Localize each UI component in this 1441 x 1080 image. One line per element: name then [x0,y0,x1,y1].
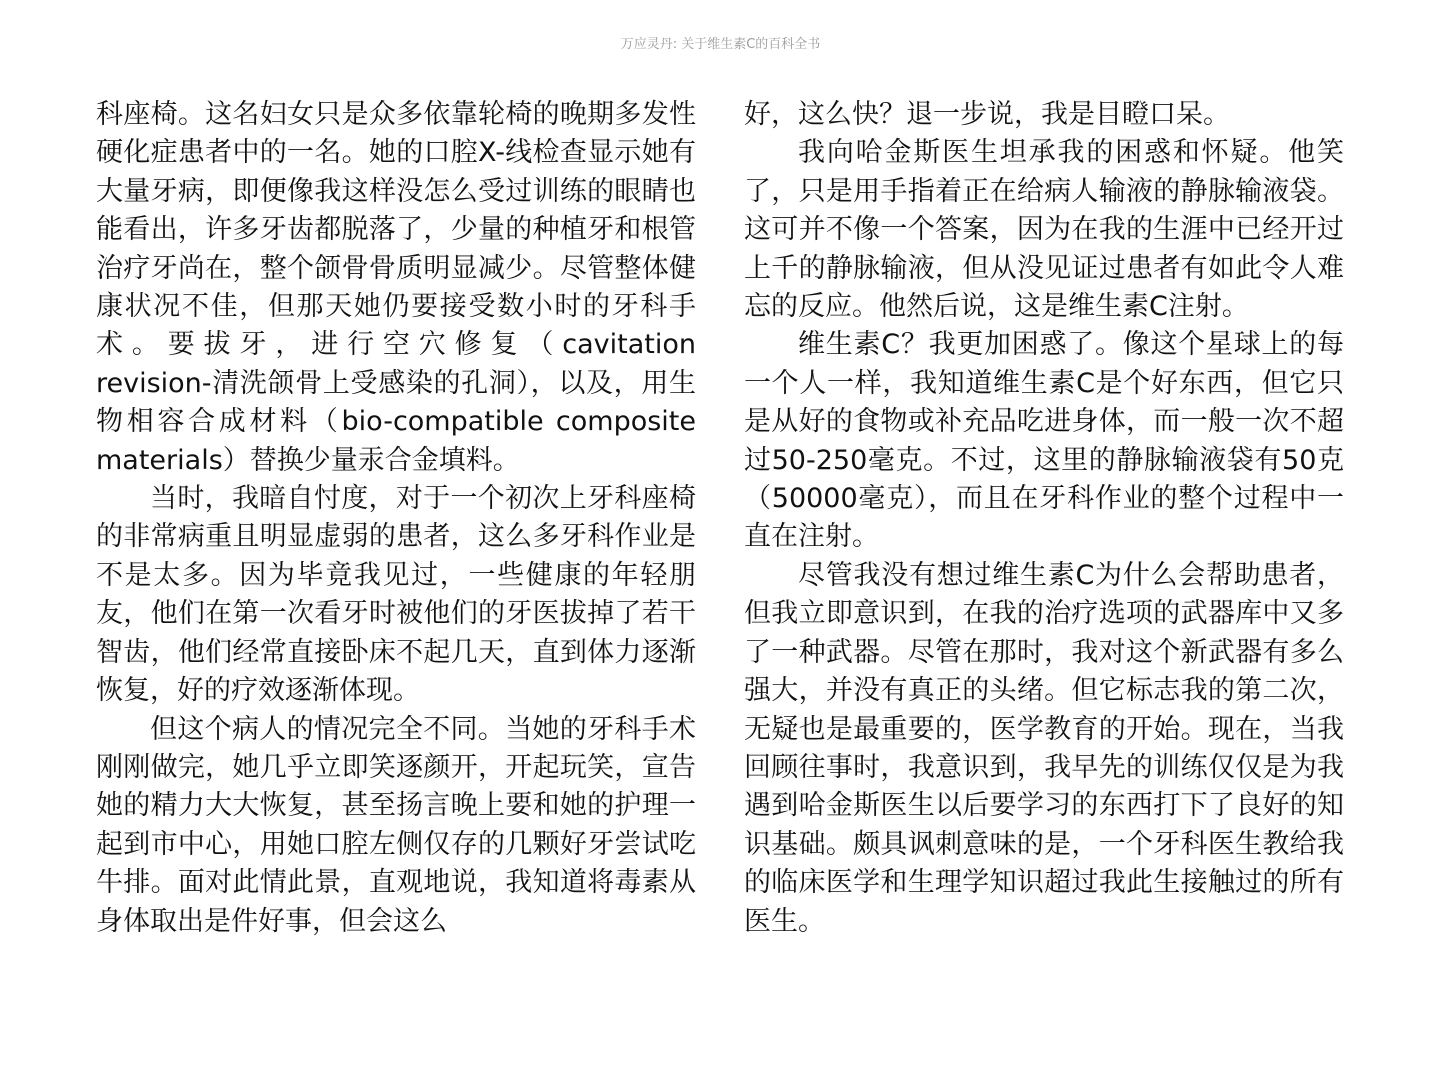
left-text-column [96,96,696,941]
paragraph: 好，这么快？退一步说，我是目瞪口呆。 [744,99,1230,130]
paragraph: 维生素C？我更加困惑了。像这个星球上的每一个人一样，我知道维生素C是个好东西，但它只是从好的食物或补充品吃进身体，而一般一次不超过50-250毫克。不过，这里的静脉输液袋有50克（50000毫克），而且在牙科作业的整个过程中一直在注射。 [744,329,1344,553]
paragraph: 但这个病人的情况完全不同。当她的牙科手术刚刚做完，她几乎立即笑逐颜开，开起玩笑，宣告她的精力大大恢复，甚至扬言晚上要和她的护理一起到市中心，用她口腔左侧仅存的几颗好牙尝试吃牛排。面对此情此景，直观地说，我知道将毒素从身体取出是件好事，但会这么 [96,713,696,937]
paragraph: 尽管我没有想过维生素C为什么会帮助患者，但我立即意识到，在我的治疗选项的武器库中又多了一种武器。尽管在那时，我对这个新武器有多么强大，并没有真正的头绪。但它标志我的第二次，无疑也是最重要的，医学教育的开始。现在，当我回顾往事时，我意识到，我早先的训练仅仅是为我遇到哈金斯医生以后要学习的东西打下了良好的知识基础。颇具讽刺意味的是，一个牙科医生教给我的临床医学和生理学知识超过我此生接触过的所有医生。 [744,559,1344,937]
paragraph: 科座椅。这名妇女只是众多依靠轮椅的晚期多发性硬化症患者中的一名。她的口腔X-线检查显示她有大量牙病，即便像我这样没怎么受过训练的眼睛也能看出，许多牙齿都脱落了，少量的种植牙和根管治疗牙尚在，整个颌骨骨质明显减少。尽管整体健康状况不佳，但那天她仍要接受数小时的牙科手术。要拔牙，进行空穴修复（cavitation revision-清洗颌骨上受感染的孔洞），以及，用生物相容合成材料（bio-compatible composite materials）替换少量汞合金填料。 [96,99,696,476]
running-header: 万应灵丹: 关于维生素C的百科全书 [620,37,821,52]
right-text-column [744,96,1344,941]
paragraph: 我向哈金斯医生坦承我的困惑和怀疑。他笑了，只是用手指着正在给病人输液的静脉输液袋。这可并不像一个答案，因为在我的生涯中已经开过上千的静脉输液，但从没见证过患者有如此令人难忘的反应。他然后说，这是维生素C注射。 [744,137,1344,323]
paragraph: 当时，我暗自忖度，对于一个初次上牙科座椅的非常病重且明显虚弱的患者，这么多牙科作业是不是太多。因为毕竟我见过，一些健康的年轻朋友，他们在第一次看牙时被他们的牙医拔掉了若干智齿，他们经常直接卧床不起几天，直到体力逐渐恢复，好的疗效逐渐体现。 [96,483,696,707]
